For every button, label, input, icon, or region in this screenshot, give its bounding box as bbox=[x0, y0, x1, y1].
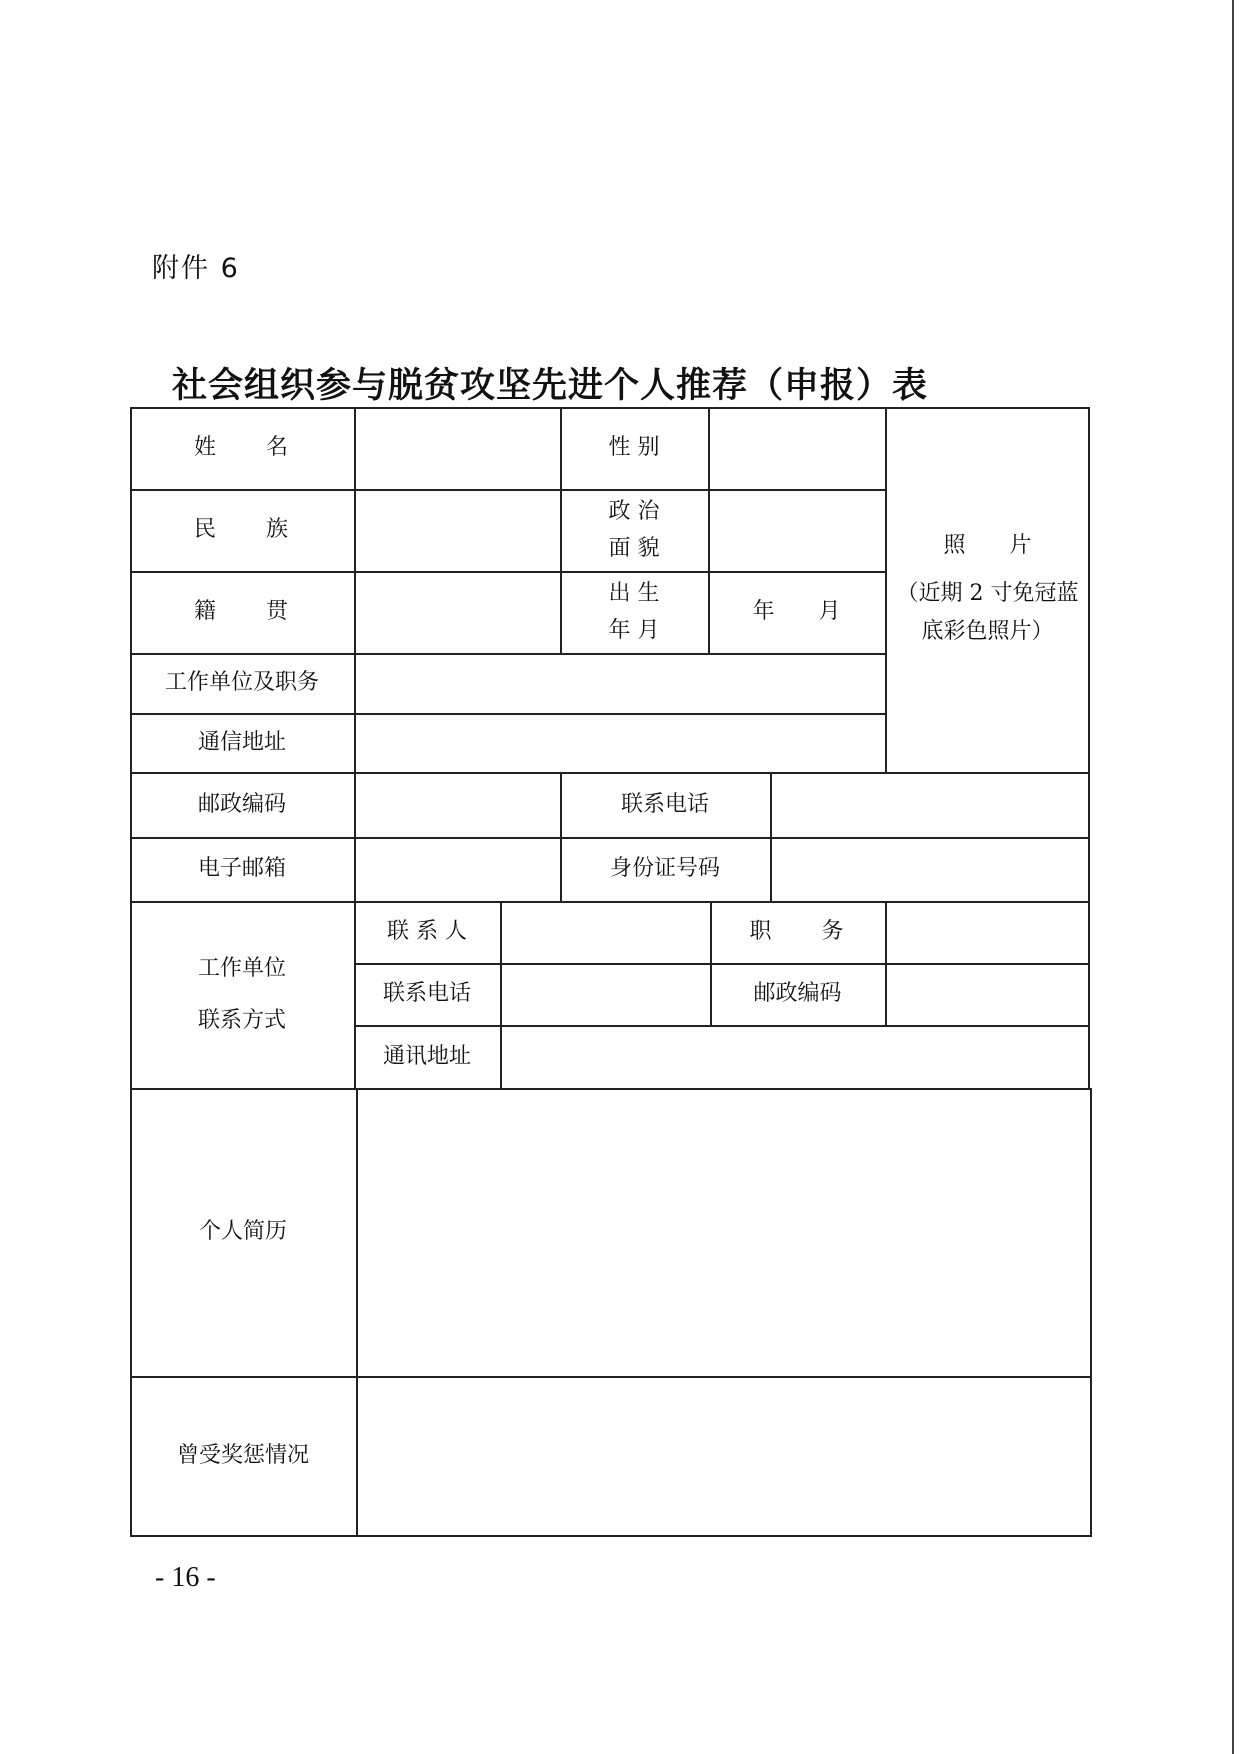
grid-line bbox=[770, 772, 772, 901]
grid-line bbox=[560, 407, 562, 653]
grid-line bbox=[130, 1535, 1092, 1537]
position-label: 职 务 bbox=[749, 919, 846, 945]
grid-line bbox=[885, 901, 887, 1025]
unit-address-label: 通讯地址 bbox=[382, 1043, 471, 1069]
unit-contact-label-line1: 工作单位 bbox=[197, 956, 286, 982]
grid-line bbox=[130, 407, 1090, 409]
photo-area[interactable] bbox=[885, 407, 1090, 772]
birth-label bbox=[560, 571, 708, 653]
postcode-field[interactable] bbox=[354, 772, 560, 837]
grid-line bbox=[130, 653, 885, 655]
grid-line bbox=[354, 963, 1090, 965]
grid-line bbox=[130, 1088, 1092, 1090]
address-label: 通信地址 bbox=[197, 729, 286, 755]
photo-note: （近期 2 寸免冠蓝 底彩色照片） bbox=[896, 580, 1079, 645]
id-label: 身份证号码 bbox=[609, 856, 720, 882]
attachment-label: 附件 6 bbox=[152, 253, 240, 284]
birth-label-line2: 年 月 bbox=[608, 618, 660, 643]
grid-line bbox=[560, 772, 562, 901]
resume-label: 个人简历 bbox=[198, 1219, 287, 1245]
grid-line bbox=[130, 571, 885, 573]
postcode-label: 邮政编码 bbox=[197, 791, 286, 817]
grid-line bbox=[130, 772, 1090, 774]
address-field[interactable] bbox=[354, 713, 885, 772]
phone-field[interactable] bbox=[770, 772, 1090, 837]
contact-person-field[interactable] bbox=[500, 901, 710, 963]
grid-line bbox=[130, 713, 885, 715]
ethnicity-field[interactable] bbox=[354, 489, 560, 571]
grid-line bbox=[130, 407, 132, 1537]
grid-line bbox=[130, 901, 1090, 903]
phone-label: 联系电话 bbox=[620, 791, 709, 817]
email-field[interactable] bbox=[354, 837, 560, 901]
photo-label: 照 片 bbox=[943, 533, 1032, 559]
birth-label-line1: 出 生 bbox=[608, 580, 660, 606]
unit-contact-label-line2: 联系方式 bbox=[197, 1007, 286, 1033]
grid-line bbox=[885, 407, 887, 772]
grid-line bbox=[130, 1376, 1092, 1378]
name-field[interactable] bbox=[354, 407, 560, 489]
grid-line bbox=[710, 901, 712, 1025]
email-label: 电子邮箱 bbox=[197, 856, 286, 882]
grid-line bbox=[354, 407, 356, 1088]
birth-field[interactable]: 年 月 bbox=[752, 599, 841, 625]
grid-line bbox=[130, 489, 885, 491]
unit-contact-label bbox=[130, 901, 354, 1088]
grid-line bbox=[130, 837, 1090, 839]
unit-postcode-label: 邮政编码 bbox=[753, 981, 842, 1007]
unit-postcode-field[interactable] bbox=[885, 963, 1090, 1025]
grid-line bbox=[356, 1088, 358, 1537]
grid-line bbox=[354, 1025, 1090, 1027]
grid-line bbox=[708, 407, 710, 653]
scan-edge-line bbox=[1232, 0, 1234, 1754]
awards-label: 曾受奖惩情况 bbox=[176, 1442, 309, 1468]
form-title: 社会组织参与脱贫攻坚先进个人推荐（申报）表 bbox=[171, 366, 928, 406]
name-label: 姓 名 bbox=[193, 435, 290, 461]
grid-line bbox=[500, 901, 502, 1088]
awards-field[interactable] bbox=[356, 1376, 1092, 1535]
grid-line bbox=[1090, 1088, 1092, 1537]
employer-field[interactable] bbox=[354, 653, 885, 713]
native-place-field[interactable] bbox=[354, 571, 560, 653]
unit-address-field[interactable] bbox=[500, 1025, 1090, 1088]
unit-phone-label: 联系电话 bbox=[382, 981, 471, 1007]
page-number: - 16 - bbox=[155, 1562, 216, 1593]
grid-line bbox=[1088, 407, 1090, 1088]
political-label bbox=[560, 489, 708, 571]
ethnicity-label: 民 族 bbox=[193, 517, 290, 543]
gender-field[interactable] bbox=[708, 407, 885, 489]
gender-label: 性 别 bbox=[608, 435, 660, 461]
native-place-label: 籍 贯 bbox=[193, 599, 290, 625]
id-field[interactable] bbox=[770, 837, 1090, 901]
political-label-line2: 面 貌 bbox=[608, 536, 660, 561]
political-label-line1: 政 治 bbox=[608, 498, 660, 524]
political-field[interactable] bbox=[708, 489, 885, 571]
employer-label: 工作单位及职务 bbox=[164, 670, 319, 696]
position-field[interactable] bbox=[885, 901, 1090, 963]
unit-phone-field[interactable] bbox=[500, 963, 710, 1025]
resume-field[interactable] bbox=[356, 1088, 1092, 1376]
contact-person-label: 联 系 人 bbox=[387, 919, 467, 945]
